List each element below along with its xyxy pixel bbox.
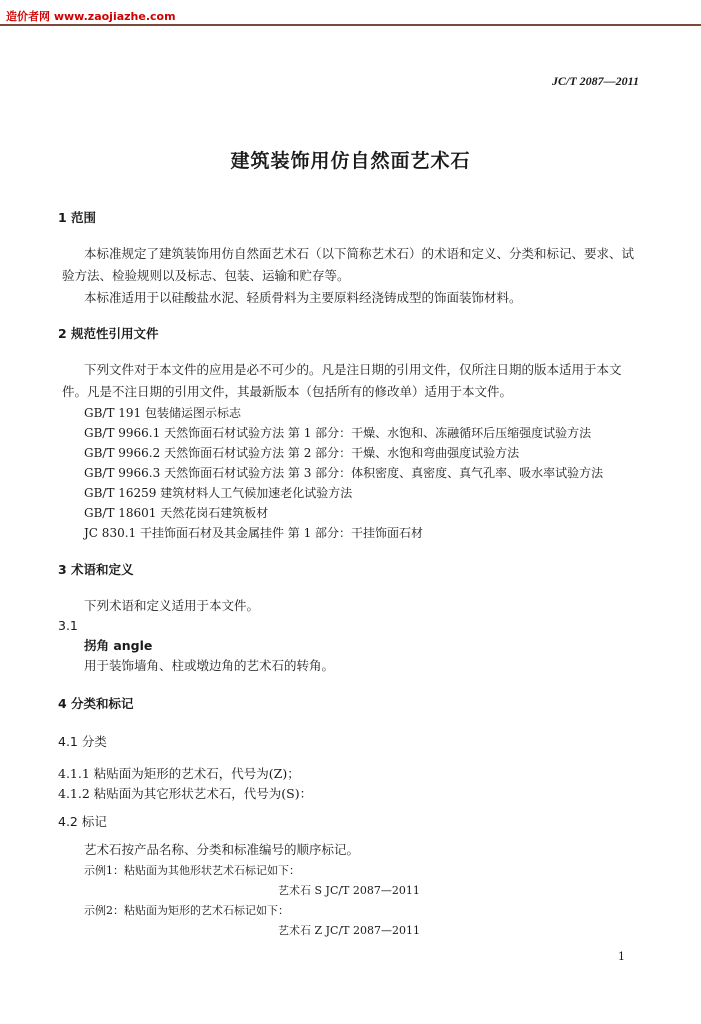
subsection-4-1-heading: 4.1 分类 bbox=[58, 734, 107, 749]
reference-item: GB/T 18601 天然花岗石建筑板材 bbox=[84, 506, 269, 520]
document-title: 建筑装饰用仿自然面艺术石 bbox=[230, 150, 471, 172]
reference-item: JC 830.1 干挂饰面石材及其金属挂件 第 1 部分：干挂饰面石材 bbox=[84, 526, 424, 540]
section-4-heading: 4 分类和标记 bbox=[58, 696, 134, 711]
section-2-paragraph-line-2: 件。凡是不注日期的引用文件，其最新版本（包括所有的修改单）适用于本文件。 bbox=[62, 384, 513, 399]
section-1-paragraph-1-line-2: 验方法、检验规则以及标志、包装、运输和贮存等。 bbox=[62, 268, 350, 283]
section-3-heading: 3 术语和定义 bbox=[58, 562, 134, 577]
reference-item: GB/T 9966.2 天然饰面石材试验方法 第 2 部分：干燥、水饱和弯曲强度试验方法 bbox=[84, 446, 520, 460]
subsection-4-2-heading: 4.2 标记 bbox=[58, 814, 107, 829]
section-2-heading: 2 规范性引用文件 bbox=[58, 326, 159, 341]
section-4-2-paragraph: 艺术石按产品名称、分类和标准编号的顺序标记。 bbox=[84, 842, 360, 857]
standard-number: JC/T 2087—2011 bbox=[551, 74, 639, 88]
page-number: 1 bbox=[618, 950, 625, 963]
reference-item: GB/T 191 包装储运图示标志 bbox=[84, 406, 241, 420]
section-1-paragraph-2: 本标准适用于以硅酸盐水泥、轻质骨料为主要原料经浇铸成型的饰面装饰材料。 bbox=[84, 290, 522, 305]
section-1-heading: 1 范围 bbox=[58, 210, 97, 225]
clause-4-1-1: 4.1.1 粘贴面为矩形的艺术石，代号为(Z)； bbox=[58, 766, 300, 781]
term-definition: 用于装饰墙角、柱或墩边角的艺术石的转角。 bbox=[84, 658, 335, 673]
reference-item: GB/T 9966.1 天然饰面石材试验方法 第 1 部分：干燥、水饱和、冻融循环后压缩强度试验方法 bbox=[84, 426, 592, 440]
reference-item: GB/T 16259 建筑材料人工气候加速老化试验方法 bbox=[84, 486, 353, 500]
section-1-paragraph-1-line-1: 本标准规定了建筑装饰用仿自然面艺术石（以下简称艺术石）的术语和定义、分类和标记、要求、试 bbox=[84, 246, 635, 261]
clause-number: 3.1 bbox=[58, 618, 78, 633]
example-2-label: 示例2：粘贴面为矩形的艺术石标记如下： bbox=[84, 904, 289, 917]
section-2-paragraph-line-1: 下列文件对于本文件的应用是必不可少的。凡是注日期的引用文件，仅所注日期的版本适用于本文 bbox=[84, 362, 622, 377]
example-1-marking: 艺术石 S JC/T 2087—2011 bbox=[278, 884, 420, 897]
watermark-text: 造价者网 www.zaojiazhe.com bbox=[6, 10, 176, 23]
section-3-paragraph: 下列术语和定义适用于本文件。 bbox=[84, 598, 260, 613]
header-rule bbox=[0, 24, 701, 26]
example-2-marking: 艺术石 Z JC/T 2087—2011 bbox=[278, 924, 420, 937]
clause-4-1-2: 4.1.2 粘贴面为其它形状艺术石，代号为(S)： bbox=[58, 786, 313, 801]
example-1-label: 示例1：粘贴面为其他形状艺术石标记如下： bbox=[84, 864, 300, 877]
term-entry: 拐角 angle bbox=[84, 638, 153, 653]
reference-item: GB/T 9966.3 天然饰面石材试验方法 第 3 部分：体积密度、真密度、真气孔率、吸水率试验方法 bbox=[84, 466, 604, 480]
